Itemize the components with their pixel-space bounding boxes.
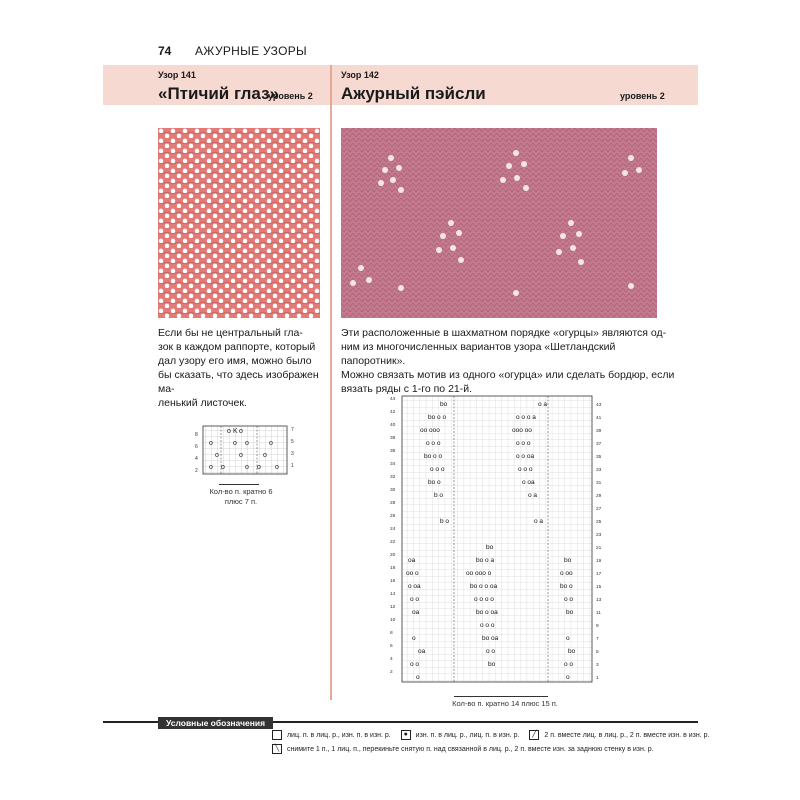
svg-text:o o o: o o o xyxy=(518,466,533,473)
pattern-141-chart-caption xyxy=(196,487,286,507)
svg-text:o: o xyxy=(239,452,243,459)
row-label: 16 xyxy=(390,579,396,584)
row-label: 1 xyxy=(291,463,294,469)
svg-text:bo o oa: bo o oa xyxy=(476,609,498,616)
svg-text:o: o xyxy=(221,464,225,471)
description-line: дал узору его имя, можно было xyxy=(158,355,312,367)
description-line: ленький листочек. xyxy=(158,397,247,409)
row-label: 8 xyxy=(390,631,393,636)
svg-text:b o: b o xyxy=(434,492,444,499)
svg-text:o a: o a xyxy=(534,518,544,525)
svg-text:o o: o o xyxy=(564,596,574,603)
svg-text:o: o xyxy=(233,440,237,447)
pattern-142-level: уровень 2 xyxy=(620,91,665,101)
row-label: 24 xyxy=(390,527,396,532)
purl-dot-icon: ● xyxy=(401,730,411,740)
running-title: АЖУРНЫЕ УЗОРЫ xyxy=(195,44,307,58)
legend-item: изн. п. в лиц. р., лиц. п. в изн. р. xyxy=(415,731,520,739)
svg-text:ooo oo: ooo oo xyxy=(512,427,532,434)
pattern-141-description xyxy=(158,326,328,410)
svg-text:o o: o o xyxy=(410,661,420,668)
legend-item: снимите 1 п., 1 лиц. п., перекиньте снятую п. над связанной в лиц. р., 2 п. вместе изн. за заднюю стенку в изн. р. xyxy=(286,745,654,753)
svg-text:bo o o oa: bo o o oa xyxy=(470,583,498,590)
pattern-142-knitting-chart xyxy=(388,394,610,696)
row-label: 37 xyxy=(596,442,602,447)
svg-text:bo: bo xyxy=(566,609,574,616)
row-label: 5 xyxy=(291,439,294,445)
description-line: вязать ряды с 1-го по 21-й. xyxy=(341,383,473,395)
row-label: 42 xyxy=(390,410,396,415)
row-label: 29 xyxy=(596,494,602,499)
svg-text:o: o xyxy=(275,464,279,471)
row-label: 40 xyxy=(390,423,396,428)
row-label: 7 xyxy=(291,427,294,433)
row-label: 20 xyxy=(390,553,396,558)
svg-text:o a: o a xyxy=(528,492,538,499)
row-label: 6 xyxy=(390,644,393,649)
row-label: 9 xyxy=(596,624,599,629)
svg-text:bo: bo xyxy=(564,557,572,564)
svg-text:o: o xyxy=(209,464,213,471)
svg-text:o: o xyxy=(257,464,261,471)
svg-text:o: o xyxy=(263,452,267,459)
svg-text:o o o: o o o xyxy=(426,440,441,447)
legend-item: 2 п. вместе лиц. в лиц. р., 2 п. вместе изн. в изн. р. xyxy=(544,731,710,739)
row-label: 22 xyxy=(390,540,396,545)
pattern-142-swatch-photo xyxy=(341,128,657,318)
pattern-141-swatch-photo xyxy=(158,128,320,318)
row-label: 32 xyxy=(390,475,396,480)
svg-text:o o: o o xyxy=(564,661,574,668)
pattern-142-description xyxy=(341,326,681,396)
repeat-bracket xyxy=(454,690,548,697)
svg-text:bo o: bo o xyxy=(560,583,573,590)
row-label: 4 xyxy=(390,657,393,662)
row-label: 8 xyxy=(195,432,198,438)
page-number: 74 xyxy=(158,44,172,58)
row-label: 38 xyxy=(390,436,396,441)
svg-text:oa: oa xyxy=(418,648,426,655)
column-divider xyxy=(330,65,332,700)
row-label: 1 xyxy=(596,676,599,681)
legend-row-2 xyxy=(272,744,692,754)
svg-text:bo: bo xyxy=(486,544,494,551)
svg-text:b o: b o xyxy=(440,518,450,525)
row-label: 35 xyxy=(596,455,602,460)
svg-text:o: o xyxy=(245,464,249,471)
svg-text:o: o xyxy=(209,440,213,447)
row-label: 36 xyxy=(390,449,396,454)
legend-heading: Условные обозначения xyxy=(158,717,273,729)
description-line: Если бы не центральный гла- xyxy=(158,327,303,339)
row-label: 25 xyxy=(596,520,602,525)
svg-text:o oo: o oo xyxy=(560,570,573,577)
svg-text:o: o xyxy=(227,428,231,435)
pattern-141-title: «Птичий глаз» xyxy=(158,84,279,103)
svg-text:bo o o: bo o o xyxy=(424,453,443,460)
legend-row-1 xyxy=(272,730,710,740)
svg-text:bo: bo xyxy=(488,661,496,668)
row-label: 3 xyxy=(291,451,294,457)
svg-text:o o o: o o o xyxy=(480,622,495,629)
row-label: 12 xyxy=(390,605,396,610)
row-label: 26 xyxy=(390,514,396,519)
row-label: 2 xyxy=(195,468,198,474)
row-label: 41 xyxy=(596,416,602,421)
svg-text:o: o xyxy=(215,452,219,459)
row-label: 34 xyxy=(390,462,396,467)
svg-text:bo o a: bo o a xyxy=(476,557,495,564)
svg-text:bo: bo xyxy=(568,648,576,655)
repeat-bracket xyxy=(219,478,259,485)
description-line: бы сказать, что здесь изображен ма- xyxy=(158,369,319,395)
row-label: 15 xyxy=(596,585,602,590)
row-label: 18 xyxy=(390,566,396,571)
pattern-141-number: Узор 141 xyxy=(158,70,196,80)
row-label: 17 xyxy=(596,572,602,577)
row-label: 13 xyxy=(596,598,602,603)
svg-text:bo o: bo o xyxy=(428,479,441,486)
pattern-142-title: Ажурный пэйсли xyxy=(341,84,486,103)
pattern-141-knitting-chart xyxy=(193,424,308,476)
svg-text:o: o xyxy=(566,635,570,642)
knit-square-icon xyxy=(272,730,282,740)
pattern-142-number: Узор 142 xyxy=(341,70,379,80)
row-label: 3 xyxy=(596,663,599,668)
svg-text:o o o: o o o xyxy=(516,440,531,447)
svg-text:o o o a: o o o a xyxy=(516,414,536,421)
svg-text:o oa: o oa xyxy=(408,583,421,590)
caption-line: плюс 7 п. xyxy=(224,497,258,506)
pattern-142-chart-caption: Кол-во п. кратно 14 плюс 15 п. xyxy=(452,699,558,708)
row-label: 30 xyxy=(390,488,396,493)
svg-text:o: o xyxy=(566,674,570,681)
pattern-141-level: уровень 2 xyxy=(268,91,313,101)
row-label: 21 xyxy=(596,546,602,551)
svg-text:oo o: oo o xyxy=(406,570,419,577)
svg-text:o: o xyxy=(412,635,416,642)
svg-text:o o: o o xyxy=(410,596,420,603)
svg-text:o o o o: o o o o xyxy=(474,596,494,603)
row-label: 33 xyxy=(596,468,602,473)
svg-text:oa: oa xyxy=(412,609,420,616)
svg-text:o: o xyxy=(416,674,420,681)
svg-text:o: o xyxy=(269,440,273,447)
row-label: 14 xyxy=(390,592,396,597)
row-label: 11 xyxy=(596,611,601,616)
svg-text:o: o xyxy=(239,428,243,435)
svg-text:oo ooo: oo ooo xyxy=(420,427,440,434)
row-label: 28 xyxy=(390,501,396,506)
row-label: 23 xyxy=(596,533,602,538)
svg-text:o a: o a xyxy=(538,401,548,408)
svg-text:bo: bo xyxy=(440,401,448,408)
svg-text:o o o: o o o xyxy=(430,466,445,473)
row-label: 44 xyxy=(390,397,396,402)
svg-text:bo oa: bo oa xyxy=(482,635,499,642)
svg-text:o o: o o xyxy=(486,648,496,655)
svg-text:oo ooo o: oo ooo o xyxy=(466,570,492,577)
row-label: 4 xyxy=(195,456,198,462)
row-label: 27 xyxy=(596,507,602,512)
row-label: 2 xyxy=(390,670,393,675)
row-label: 19 xyxy=(596,559,602,564)
description-line: зок в каждом раппорте, который xyxy=(158,341,316,353)
k2tog-icon: ╱ xyxy=(529,730,539,740)
row-label: 39 xyxy=(596,429,602,434)
description-line: ним из многочисленных вариантов узора «Шетландский папоротник». xyxy=(341,341,616,367)
caption-line: Кол-во п. кратно 6 xyxy=(209,487,273,496)
description-line: Эти расположенные в шахматном порядке «огурцы» являются од- xyxy=(341,327,667,339)
row-label: 31 xyxy=(596,481,602,486)
svg-text:K: K xyxy=(233,428,238,435)
svg-text:o o oa: o o oa xyxy=(516,453,535,460)
row-label: 5 xyxy=(596,650,599,655)
row-label: 10 xyxy=(390,618,396,623)
svg-text:o: o xyxy=(245,440,249,447)
row-label: 7 xyxy=(596,637,599,642)
description-line: Можно связать мотив из одного «огурца» или сделать бордюр, если xyxy=(341,369,675,381)
svg-text:bo o o: bo o o xyxy=(428,414,447,421)
svg-text:o oa: o oa xyxy=(522,479,535,486)
row-label: 6 xyxy=(195,444,198,450)
legend-item: лиц. п. в лиц. р., изн. п. в изн. р. xyxy=(286,731,391,739)
svg-text:oa: oa xyxy=(408,557,416,564)
skp-icon: ╲ xyxy=(272,744,282,754)
row-label: 43 xyxy=(596,403,602,408)
